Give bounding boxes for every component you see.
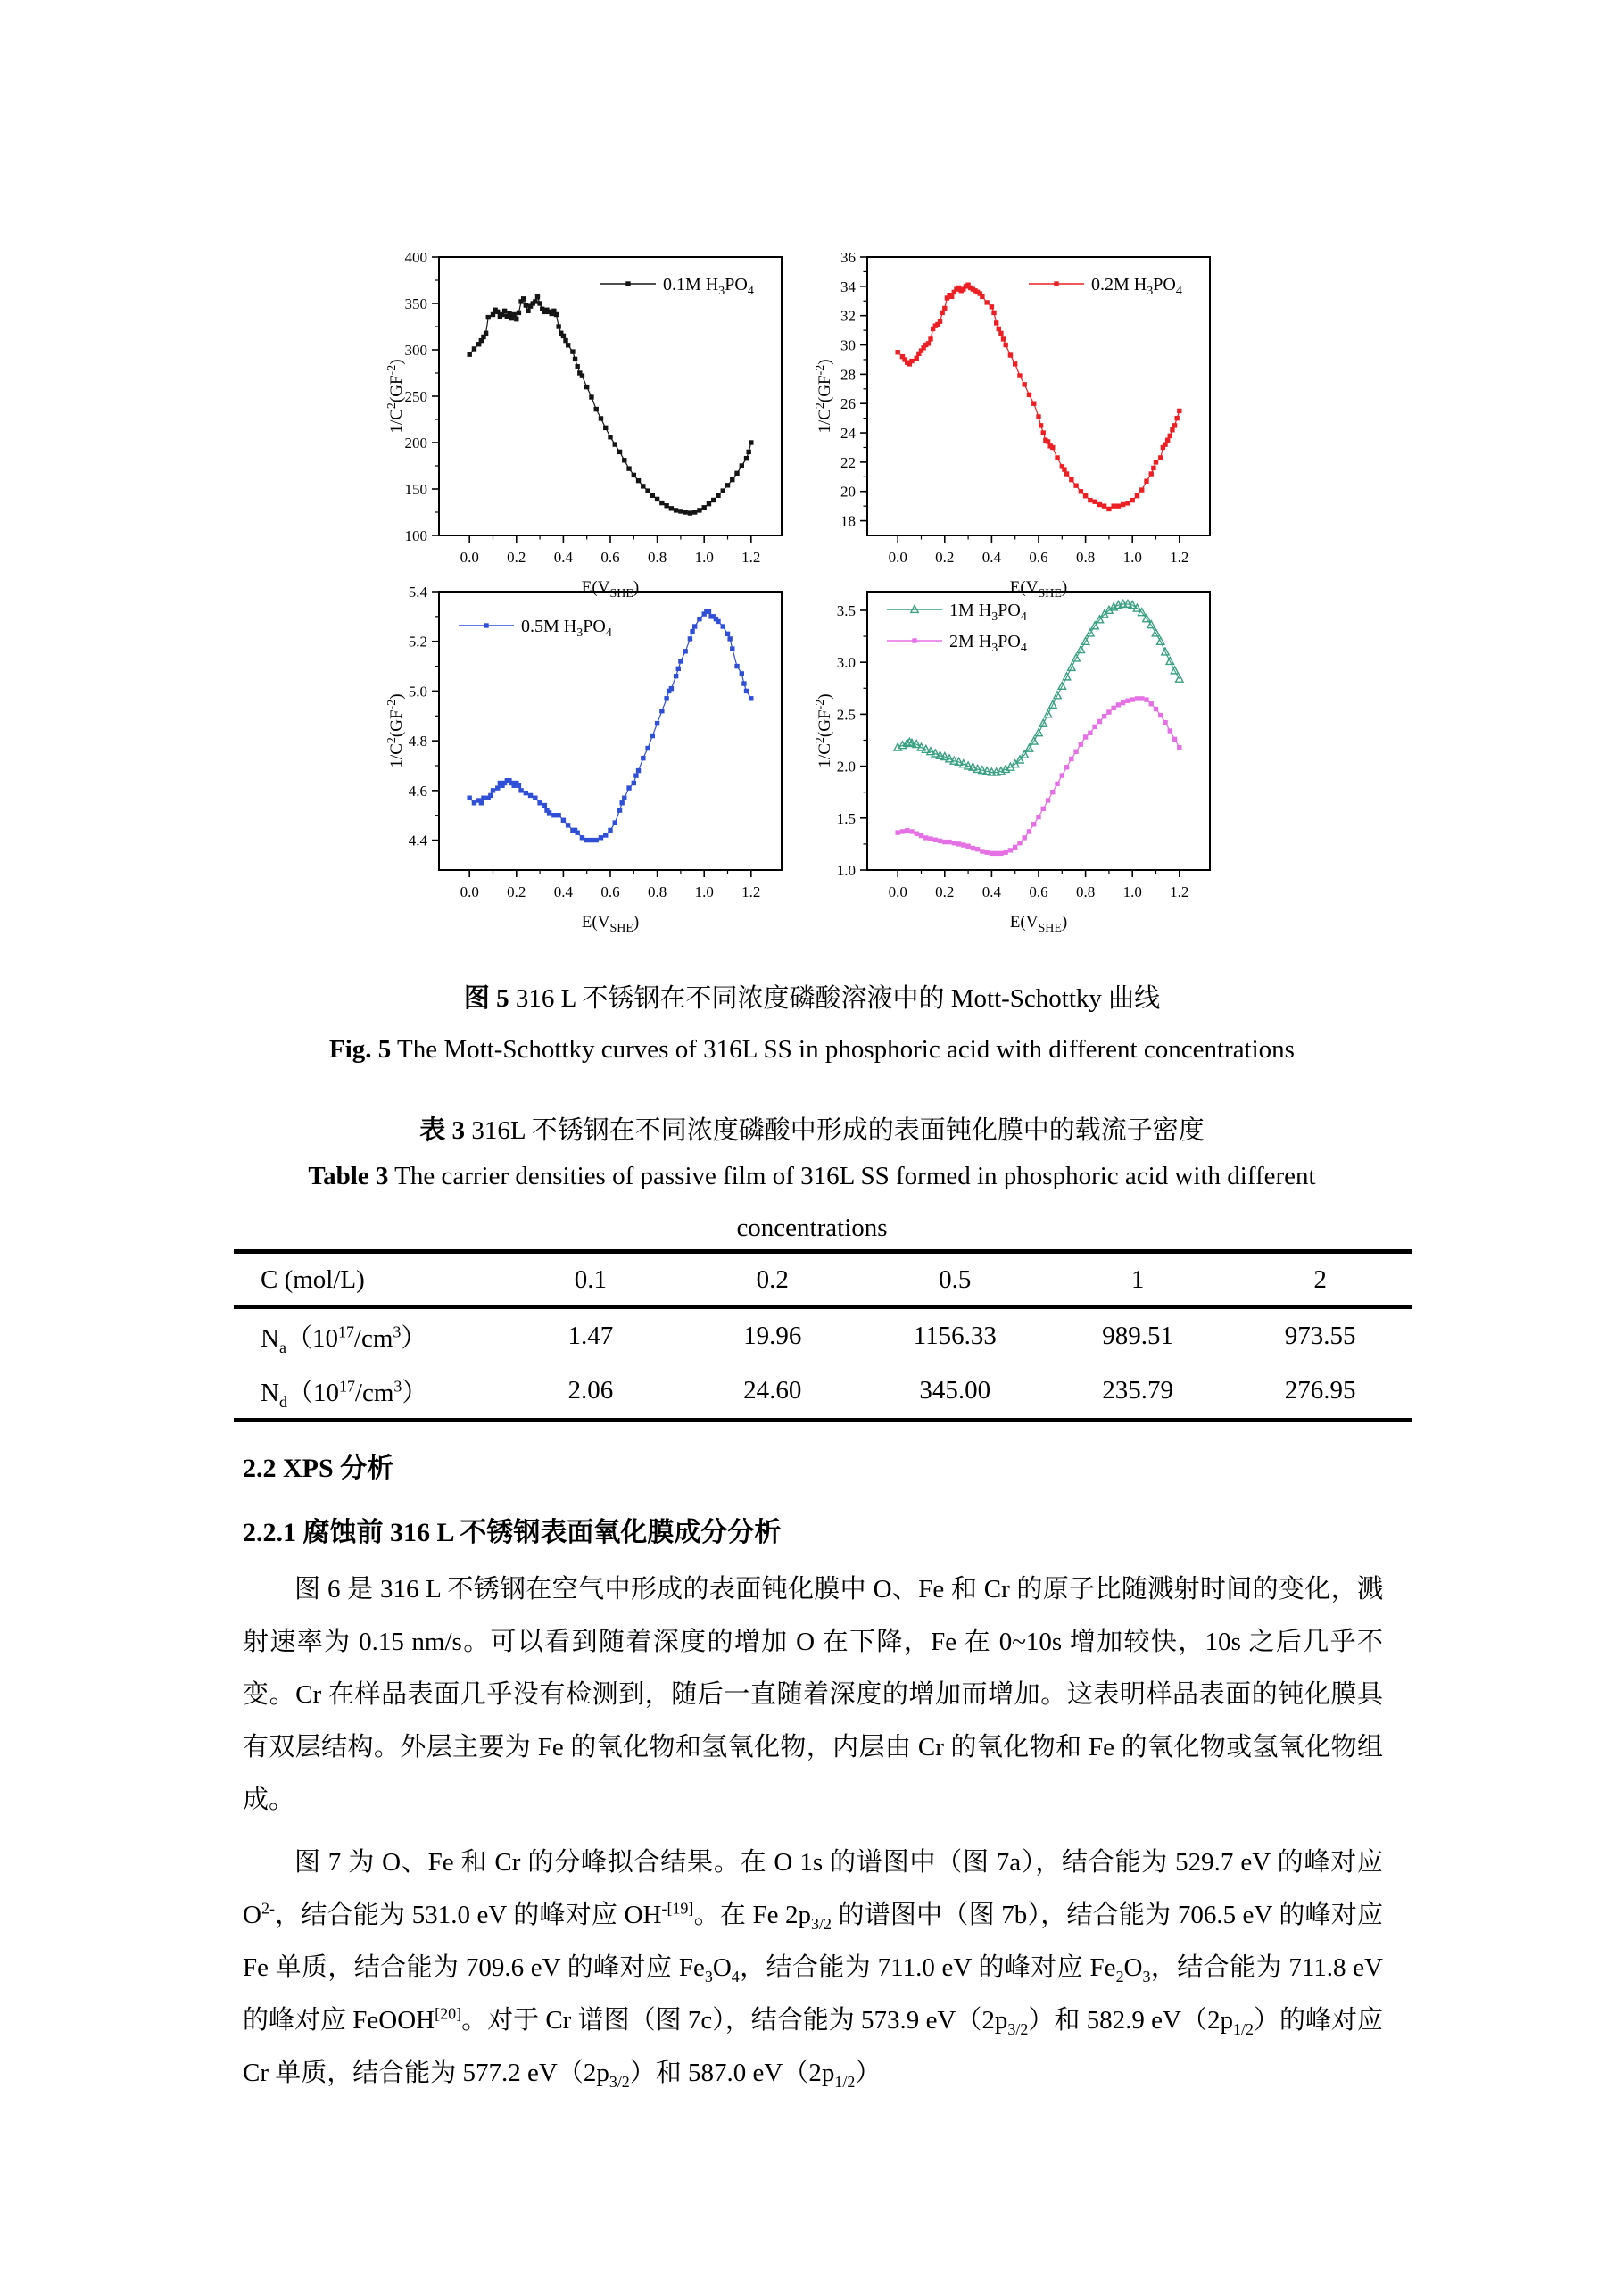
svg-text:5.2: 5.2 <box>408 633 427 651</box>
mott-schottky-chart-0p2M <box>812 223 1240 601</box>
svg-text:5.0: 5.0 <box>408 683 427 700</box>
svg-text:0.8: 0.8 <box>647 883 667 900</box>
legend <box>1029 275 1182 298</box>
table3-caption-zh-prefix: 表 3 <box>419 1116 466 1145</box>
series-1 <box>895 696 1181 856</box>
figure5-caption-en <box>223 1035 1401 1065</box>
legend <box>600 275 754 298</box>
na-value-0p5: 1156.33 <box>913 1322 997 1350</box>
svg-text:0.2: 0.2 <box>507 883 526 900</box>
svg-text:0.4: 0.4 <box>981 883 1002 900</box>
svg-text:0.6: 0.6 <box>600 883 620 900</box>
table-header-row <box>234 1252 1412 1308</box>
svg-text:1.5: 1.5 <box>836 809 856 827</box>
svg-text:32: 32 <box>840 307 856 325</box>
table-row-na <box>234 1307 1412 1364</box>
svg-text:0.0: 0.0 <box>888 883 907 900</box>
svg-text:1.2: 1.2 <box>1170 549 1189 566</box>
svg-text:1/C2(GF-2): $1/C^2(GF^{-2})$ <box>385 693 406 768</box>
svg-text:0.2: 0.2 <box>507 549 526 566</box>
svg-text:1.0: 1.0 <box>1122 549 1142 566</box>
svg-text:E(VSHE): $E(V_{SHE})$ <box>581 913 640 935</box>
svg-text:3.0: 3.0 <box>836 654 856 672</box>
nd-value-0p2: 24.60 <box>743 1376 802 1405</box>
x-axis <box>460 870 761 935</box>
svg-text:0.8: 0.8 <box>1075 549 1096 566</box>
svg-text:20: 20 <box>840 483 856 501</box>
svg-text:26: 26 <box>840 395 856 413</box>
svg-text:5.4: 5.4 <box>408 584 427 601</box>
legend <box>887 601 1027 655</box>
figure5-caption-zh <box>223 978 1401 1015</box>
series-0 <box>467 294 753 516</box>
svg-text:0.0: 0.0 <box>888 549 907 566</box>
table-header-col4: 1 <box>1130 1264 1145 1294</box>
mott-schottky-chart-1M-2M <box>812 558 1240 935</box>
svg-text:150: 150 <box>404 481 427 498</box>
y-axis <box>385 249 439 544</box>
paragraph-xps-peak-fitting: 图 7 为 O、Fe 和 Cr 的分峰拟合结果。在 O 1s 的谱图中（图 7a），结合能为 529.7 eV 的峰对应 $O^{2-}$，结合能为 531.0 eV 的峰对应 $OH^{-[19]}$。在 Fe $2p_{3/2}$ 的谱图中（图 7b），结合能为 706.5 eV 的峰对应 Fe 单质，结合能为 709.6 eV 的峰对应 $Fe_3O_4$，结合能为 711.0 eV 的峰对应 $Fe_2O_3$，结合能为 711.8 eV 的峰对应 FeOOH[20]。对于 Cr 谱图（图 7c），结合能为 573.9 $eV(2p_{3/2})$和 582.9 $eV(2p_{1/2})$的峰对应 Cr 单质，结合能为 577.2 $eV(2p_{3/2})$和 587.0 $eV(2p_{1/2})$ <box>243 1848 1384 2091</box>
table-header-col2: 0.2 <box>756 1264 789 1294</box>
svg-text:0.8: 0.8 <box>647 549 667 566</box>
svg-text:2M H3PO4: 2M $H_3PO_4$ <box>949 632 1027 655</box>
x-axis <box>889 870 1189 935</box>
svg-text:3.5: 3.5 <box>836 601 856 619</box>
svg-text:0.6: 0.6 <box>1029 883 1048 900</box>
svg-text:0.8: 0.8 <box>1075 883 1096 900</box>
plot-frame <box>867 257 1210 535</box>
nd-value-1: 235.79 <box>1102 1376 1173 1405</box>
svg-text:E(VSHE): $E(V_{SHE})$ <box>1009 913 1068 935</box>
figure5-caption-en-prefix: Fig. 5 <box>329 1035 392 1064</box>
svg-text:400: 400 <box>404 249 427 266</box>
svg-text:2.5: 2.5 <box>836 706 856 724</box>
svg-text:E(VSHE): $E(V_{SHE})$ <box>1009 578 1068 601</box>
svg-text:1.2: 1.2 <box>741 883 761 900</box>
svg-text:24: 24 <box>840 425 856 443</box>
row-label-na: $N_a(10^{17}/cm^3)$ <box>261 1322 427 1356</box>
y-axis <box>814 249 867 530</box>
svg-text:250: 250 <box>404 388 427 405</box>
svg-text:4.8: 4.8 <box>408 733 427 750</box>
svg-text:0.5M H3PO4: 0.5M $H_3PO_4$ <box>521 617 612 640</box>
svg-text:1/C2(GF-2): $1/C^2(GF^{-2})$ <box>814 359 834 434</box>
table-header-col1: 0.1 <box>574 1264 607 1294</box>
svg-text:0.6: 0.6 <box>1029 549 1048 566</box>
table3-caption-zh-text: 316L 不锈钢在不同浓度磷酸中形成的表面钝化膜中的载流子密度 <box>465 1116 1205 1145</box>
section-heading-2-2-1: 2.2.1 腐蚀前 316 L 不锈钢表面氧化膜成分分析 <box>243 1518 782 1547</box>
svg-text:34: 34 <box>840 278 856 295</box>
svg-text:2.0: 2.0 <box>836 758 856 775</box>
svg-text:0.0: 0.0 <box>460 549 479 566</box>
svg-text:28: 28 <box>840 366 856 384</box>
series-0 <box>467 609 753 843</box>
nd-value-2: 276.95 <box>1284 1376 1356 1405</box>
table-header-concentration: C (mol/L) <box>261 1264 365 1294</box>
table-header-col5: 2 <box>1313 1264 1327 1294</box>
svg-text:22: 22 <box>840 453 856 471</box>
svg-text:1.2: 1.2 <box>741 549 761 566</box>
table3-caption-en-line2: concentrations <box>736 1214 888 1242</box>
mott-schottky-chart-0p5M <box>384 558 812 935</box>
svg-text:30: 30 <box>840 336 856 354</box>
svg-text:4.6: 4.6 <box>408 782 427 800</box>
table-row-nd <box>234 1364 1412 1421</box>
svg-text:200: 200 <box>404 435 427 452</box>
svg-text:1.0: 1.0 <box>694 549 714 566</box>
na-value-1: 989.51 <box>1102 1322 1173 1350</box>
table3-caption-en-prefix: Table 3 <box>308 1162 389 1190</box>
table-header-col3: 0.5 <box>939 1264 972 1294</box>
nd-value-0p1: 2.06 <box>567 1376 614 1405</box>
plot-frame <box>439 257 782 535</box>
table3-caption-en-text: The carrier densities of passive film of 316L SS formed in phosphoric acid with different <box>388 1162 1316 1190</box>
paragraph-sputter-depth-profile: 图 6 是 316 L 不锈钢在空气中形成的表面钝化膜中 O、Fe 和 Cr 的原子比随溅射时间的变化，溅射速率为 0.15 nm/s。可以看到随着深度的增加 O 在下降，Fe 在 0~10s 增加较快，10s 之后几乎不变。Cr 在样品表面几乎没有检测到，随后一直随着深度的增加而增加。这表明样品表面的钝化膜具有双层结构。外层主要为 Fe 的氧化物和氢氧化物，内层由 Cr 的氧化物和 Fe 的氧化物或氢氧化物组成。 <box>243 1575 1383 1814</box>
svg-text:4.4: 4.4 <box>408 832 427 850</box>
svg-text:0.2M H3PO4: 0.2M $H_3PO_4$ <box>1091 275 1182 298</box>
y-axis <box>814 602 867 879</box>
figure5-caption-zh-prefix: 图 5 <box>463 984 509 1013</box>
svg-text:100: 100 <box>404 527 427 544</box>
na-value-0p2: 19.96 <box>743 1322 802 1350</box>
svg-text:1M H3PO4: 1M $H_3PO_4$ <box>949 601 1027 624</box>
svg-text:350: 350 <box>404 295 427 312</box>
svg-text:1.0: 1.0 <box>1122 883 1142 900</box>
svg-text:1.2: 1.2 <box>1170 883 1189 900</box>
svg-text:0.0: 0.0 <box>460 883 479 900</box>
series-0 <box>895 283 1181 512</box>
svg-text:0.2: 0.2 <box>935 549 955 566</box>
table3-caption-en-line1 <box>223 1162 1401 1191</box>
series-0 <box>894 600 1183 775</box>
na-value-2: 973.55 <box>1284 1322 1356 1350</box>
figure5-caption-en-text: The Mott-Schottky curves of 316L SS in phosphoric acid with different concentrations <box>391 1035 1295 1064</box>
svg-text:36: 36 <box>840 249 856 266</box>
figure5-caption-zh-text: 316 L 不锈钢在不同浓度磷酸溶液中的 Mott-Schottky 曲线 <box>509 984 1161 1013</box>
svg-text:0.4: 0.4 <box>553 883 574 900</box>
svg-text:0.1M H3PO4: 0.1M $H_3PO_4$ <box>663 275 754 298</box>
svg-text:0.2: 0.2 <box>935 883 955 900</box>
svg-text:0.4: 0.4 <box>553 549 574 566</box>
section-heading-2-2: 2.2 XPS 分析 <box>243 1454 394 1483</box>
row-label-nd: $N_d(10^{17}/cm^3)$ <box>261 1377 428 1411</box>
svg-text:1.0: 1.0 <box>836 862 856 879</box>
svg-text:300: 300 <box>404 342 427 359</box>
table3-caption-zh <box>223 1110 1401 1147</box>
legend <box>459 617 612 640</box>
svg-text:0.6: 0.6 <box>600 549 620 566</box>
nd-value-0p5: 345.00 <box>919 1376 991 1405</box>
svg-text:E(VSHE): $E(V_{SHE})$ <box>581 578 640 601</box>
svg-text:18: 18 <box>840 512 856 530</box>
carrier-density-table <box>234 1249 1412 1422</box>
svg-text:1.0: 1.0 <box>694 883 714 900</box>
svg-text:1/C2(GF-2): $1/C^2(GF^{-2})$ <box>814 693 834 768</box>
svg-text:1/C2(GF-2): $1/C^2(GF^{-2})$ <box>385 359 406 434</box>
na-value-0p1: 1.47 <box>567 1322 614 1350</box>
y-axis <box>385 584 439 850</box>
svg-text:0.4: 0.4 <box>981 549 1002 566</box>
